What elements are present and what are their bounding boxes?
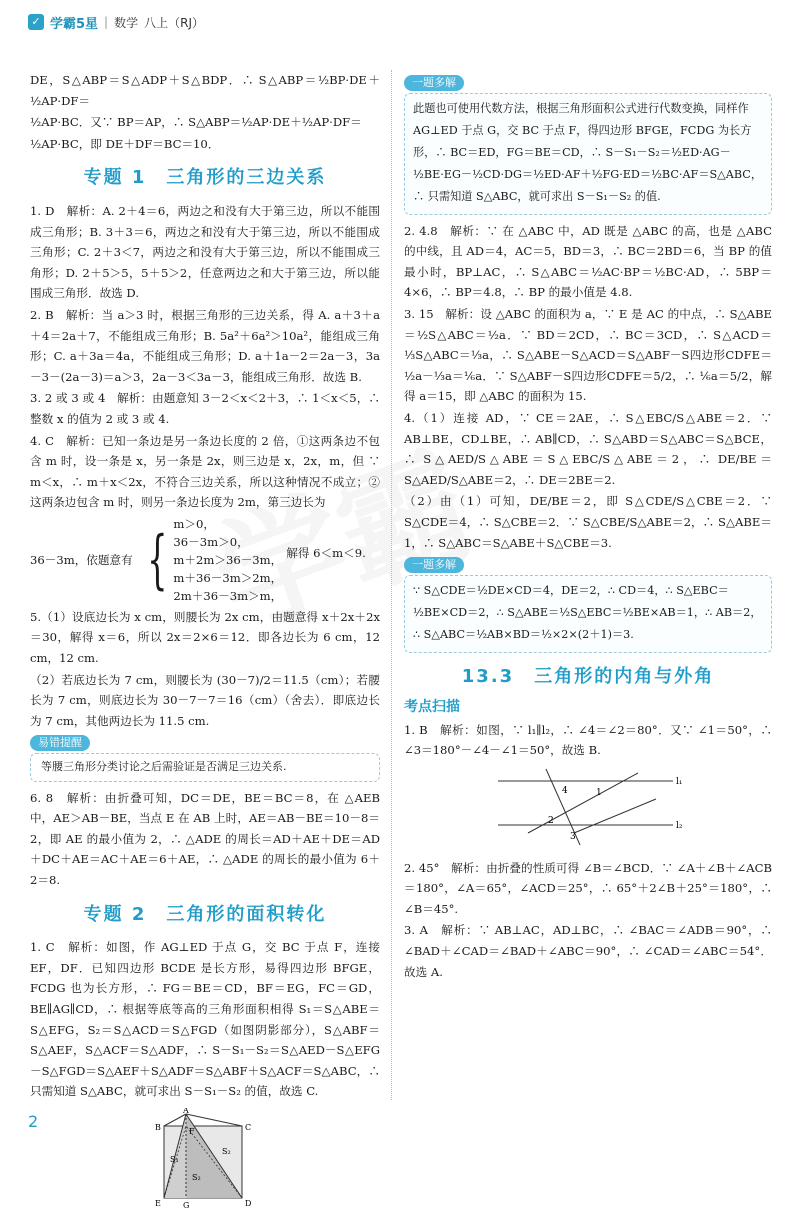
brand-logo-icon: ✓ (28, 14, 44, 30)
label-angle-2: 2 (548, 816, 554, 827)
label-l2: l₂ (676, 821, 683, 832)
label-angle-4: 4 (562, 786, 568, 797)
segment-ab (164, 1114, 186, 1126)
section-title: 专题 2 三角形的面积转化 (83, 903, 327, 925)
answer-item: 2. B 解析：当 a＞3 时，根据三角形的三边关系，得 A. a＋3＋a＋4＝2a＋7，不能组成三角形；B. 5a²＋6a²＞10a²，能组成三角形；C. a＋3a＝4a，不能组成三角形；D. a＋1a－2＝2a－3，3a－3－(2a－3)＝a＞3，2a－3＜3a－3，能组成三角形．故选 B. (30, 307, 380, 384)
system-row: m＋2m＞36－3m， (173, 552, 283, 567)
tip-tag: 易错提醒 (30, 735, 90, 751)
label-c: C (245, 1122, 252, 1132)
multi-solution-box: ∵ S△CDE＝½DE×CD＝4，DE＝2，∴ CD＝4，∴ S△EBC＝½BE×CD＝2，∴ S△ABE＝½S△EBC＝½BE×AB＝1，∴ AB＝2，∴ S△ABC＝½AB×BD＝½×2×(2＋1)＝3. (404, 575, 772, 653)
multi-solution-tag: 一题多解 (404, 75, 464, 91)
answer-item: 2. 4.8 解析：∵ 在 △ABC 中，AD 既是 △ABC 的高，也是 △ABC 的中线，且 AD＝4，AC＝5，BD＝3，∴ BC＝2BD＝6，当 BP 的值最小时，BP⊥AC，∴ S△ABC＝½AC·BP＝½BC·AD，∴ 5BP＝4×6，∴ BP＝4.8，∴ BP 的最小值是 4.8. (404, 223, 772, 300)
left-column (30, 70, 380, 1229)
system-rows (173, 515, 282, 605)
right-column (404, 72, 772, 983)
multi-solution-box: 此题也可使用代数方法，根据三角形面积公式进行代数变换，同样作 AG⊥ED 于点 G，交 BC 于点 F，得四边形 BFGE，FCDG 为长方形，∴ BC＝ED，FG＝BE＝CD，∴ S－S₁－S₂＝½ED·AG－½BE·EG－½CD·DG＝½ED·AF＋½FG·ED＝½BC·AF＝S△ABC，∴ 只需知道 S△ABC，就可求出 S－S₁－S₂ 的值. (404, 93, 772, 215)
section-title: 专题 1 三角形的三边关系 (83, 167, 327, 189)
answer-item: 6. 8 解析：由折叠可知，DC＝DE，BE＝BC＝8，在 △AEB 中，AE＞AB－BE，当点 E 在 AB 上时，AE＝AB－BE＝10－8＝2，即 AE 的最小值为 2，∴ △ADE 的周长＝AD＋AE＋DE＝AD＋DC＋AE＝AC＋AE＝6＋AE，∴ △ADE 的周长的最小值为 6＋2＝8. (30, 790, 380, 887)
system-row: m＋36－3m＞2m， (173, 570, 283, 585)
transversal-third (574, 799, 656, 833)
segment-ac (186, 1114, 242, 1126)
intro-line: ½AP·BC．又∵ BP＝AP，∴ S△ABP＝½AP·DE＋½AP·DF＝ (30, 115, 362, 130)
answer-item: 5.（1）设底边长为 x cm，则腰长为 2x cm，由题意得 x＋2x＋2x＝30，解得 x＝6，所以 2x＝2×6＝12．即各边长为 6 cm，12 cm，12 cm. (30, 609, 380, 666)
header-grade: 八上（RJ） (144, 15, 204, 30)
figure-1-svg (150, 1108, 260, 1218)
answer-item: 4. C 解析：已知一条边是另一条边长度的 2 倍，①这两条边不包含 m 时，设一条是 x，另一条是 2x，则三边是 x，2x，m，但 ∵ m＜x，∴ m＋x＜2x，不符合三边关系，所以这种情况不成立；②这两条边包含 m 时，则另一条边长度为 2m，第三边长为 (30, 433, 380, 510)
answer-item: 1. D 解析：A. 2＋4＝6，两边之和没有大于第三边，所以不能围成三角形；B. 3＋3＝6，两边之和没有大于第三边，所以不能围成三角形；C. 2＋3＜7，两边之和没有大于第三边，所以不能围成三角形；D. 2＋5＞5，5＋5＞2，任意两边之和大于第三边，所以能围成三角形．故选 D. (30, 203, 380, 301)
transversal-right (528, 773, 638, 833)
system-row: 36－3m＞0， (173, 534, 249, 549)
figure-2-svg (488, 767, 688, 847)
label-e: E (155, 1198, 161, 1208)
label-angle-3: 3 (570, 832, 576, 843)
multi-solution-tag: 一题多解 (404, 557, 464, 573)
answer-item: 3. A 解析：∵ AB⊥AC，AD⊥BC，∴ ∠BAC＝∠ADB＝90°，∴ ∠BAD＋∠CAD＝∠BAD＋∠ABC＝90°，∴ ∠CAD＝∠ABC＝54°．故选 A. (404, 923, 772, 979)
label-g: G (183, 1200, 190, 1210)
section-title: 13.3 三角形的内角与外角 (461, 665, 715, 687)
label-angle-1: 1 (596, 788, 602, 799)
parallel-lines-figure (404, 767, 772, 854)
brand-name: 学霸5星 (50, 16, 99, 32)
intro-line: DE，S△ABP＝S△ADP＋S△BDP．∴ S△ABP＝½BP·DE＋½AP·DF＝ (30, 73, 380, 108)
label-b: B (155, 1122, 161, 1132)
subsection-heading: 考点扫描 (404, 699, 460, 716)
column-divider (391, 70, 392, 1100)
answer-item: （2）由（1）可知，DE/BE＝2，即 S△CDE/S△CBE＝2．∵ S△CDE＝4，∴ S△CBE＝2．∵ S△CBE/S△ABE＝2，∴ S△ABE＝1，∴ S△ABC＝S△ABE＋S△CBE＝3. (404, 494, 772, 550)
label-l1: l₁ (676, 777, 683, 788)
system-tail: 解得 6＜m＜9. (286, 545, 366, 560)
label-f: F (189, 1126, 195, 1136)
answer-item: 2. 45° 解析：由折叠的性质可得 ∠B＝∠BCD．∵ ∠A＋∠B＋∠ACB＝180°，∠A＝65°，∠ACD＝25°，∴ 65°＋2∠B＋25°＝180°，∴ ∠B＝45°. (404, 860, 772, 916)
page-header (28, 12, 204, 32)
system-row: 2m＋36－3m＞m， (173, 588, 283, 603)
answer-item: 1. B 解析：如图，∵ l₁∥l₂，∴ ∠4＝∠2＝80°．又∵ ∠1＝50°，∴ ∠3＝180°－∠4－∠1＝50°，故选 B. (404, 722, 772, 758)
inequality-system (30, 515, 380, 605)
answer-item: （2）若底边长为 7 cm，则腰长为 (30－7)/2＝11.5（cm）；若腰长为 7 cm，则底边长为 30－7－7＝16（cm）（舍去）．即底边长为 7 cm，其他两边长为 11.5 cm. (30, 672, 380, 728)
intro-line: ½AP·BC，即 DE＋DF＝BC＝10． (30, 136, 220, 151)
label-s2-top: S₂ (222, 1146, 231, 1156)
answer-item: 3. 2 或 3 或 4 解析：由题意知 3－2＜x＜2＋3，∴ 1＜x＜5，∴ 整数 x 的值为 2 或 3 或 4. (30, 391, 380, 426)
label-a: A (183, 1107, 189, 1115)
header-subject: 数学 (114, 15, 139, 30)
rectangle-triangle-figure (30, 1108, 380, 1225)
answer-item: 1. C 解析：如图，作 AG⊥ED 于点 G，交 BC 于点 F，连接 EF，DF．已知四边形 BCDE 是长方形，易得四边形 BFGE，FCDG 也为长方形，∴ FG＝BE＝CD，BF＝EG，FC＝GD，BE∥AG∥CD，∴ 根据等底等高的三角形面积相得 S₁＝S△ABE＝S△EFG，S₂＝S△ACD＝S△FGD（如图阴影部分），S△ABF＝S△AEF，S△ACF＝S△ADF，∴ S－S₁－S₂＝S△AED－S△EFG－S△FGD＝S△AEF＋S△ADF＝S△ABF＋S△ACF＝S△ABC，∴ 只需知道 S△ABC，就可求出 S－S₁－S₂ 的值，故选 C. (30, 940, 380, 1099)
label-s2-bottom: S₂ (192, 1172, 201, 1182)
answer-item: 4.（1）连接 AD，∵ CE＝2AE，∴ S△EBC/S△ABE＝2．∵ AB⊥BE，CD⊥BE，∴ AB∥CD，∴ S△ABD＝S△ABC＝S△BCE，∴ S△AED/S△ABE＝S△EBC/S△ABE＝2，∴ DE/BE＝S△AED/S△ABE＝2，∴ DE＝2BE＝2. (404, 410, 772, 487)
label-s1: S₁ (170, 1154, 179, 1164)
system-brace: { (146, 522, 168, 597)
answer-item: 3. 15 解析：设 △ABC 的面积为 a，∵ E 是 AC 的中点，∴ S△ABE＝½S△ABC＝½a．∵ BD＝2CD，∴ BC＝3CD，∴ S△ACD＝⅓S△ABC＝⅓a，∴ S△ABE－S△ACD＝S△ABF－S四边形CDFE＝½a－⅓a＝⅙a．∵ S△ABF－S四边形CDFE＝5/2，∴ ⅙a＝5/2，解得 a＝15，即 △ABC 的面积为 15. (404, 306, 772, 404)
system-lead: 36－3m，依题意有 (30, 552, 133, 567)
system-row: m＞0， (173, 516, 215, 531)
page-number: 2 (28, 1112, 39, 1131)
header-separator: | (104, 15, 109, 29)
tip-box: 等腰三角形分类讨论之后需验证是否满足三边关系. (30, 753, 380, 782)
label-d: D (245, 1198, 252, 1208)
